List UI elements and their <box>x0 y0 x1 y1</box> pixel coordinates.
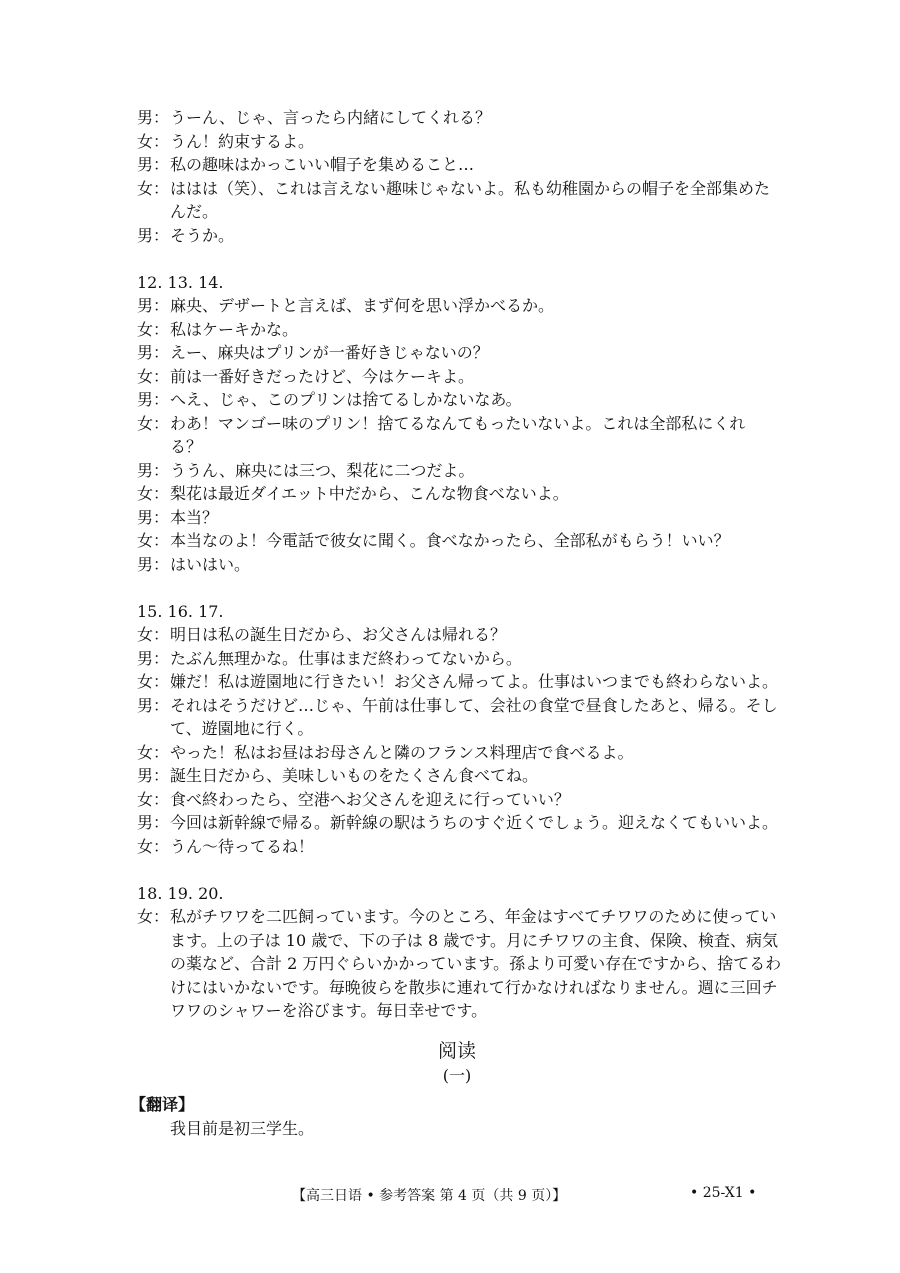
dialogue-line <box>137 529 777 553</box>
translation-tag: 【翻译】 <box>130 1094 195 1114</box>
speaker-label: 女： <box>137 625 170 644</box>
speaker-label: 男： <box>137 554 170 574</box>
footer-code: • 25-X1 • <box>690 1185 757 1201</box>
section-heading: 12. 13. 14. <box>137 272 224 292</box>
dialogue-text: ううん、麻央には三つ、梨花に二つだよ。 <box>170 460 475 480</box>
speaker-label: 女： <box>137 131 170 151</box>
speaker-label: 女： <box>137 789 170 809</box>
speaker-label: 女： <box>137 672 170 691</box>
dialogue-text: えー、麻央はプリンが一番好きじゃないの？ <box>170 343 489 362</box>
dialogue-text: たぶん無理かな。仕事はまだ終わってないから。 <box>170 648 522 668</box>
dialogue-continuation: ワワのシャワーを浴びます。毎日幸せです。 <box>170 1001 488 1020</box>
dialogue-text: 麻央、デザートと言えば、まず何を思い浮かべるか。 <box>170 296 555 315</box>
dialogue-continuation: の薬など、合計 2 万円ぐらいかかっています。孫より可愛い存在ですから、捨てるわ <box>170 954 782 973</box>
dialogue-line <box>137 670 777 694</box>
footer-page-info: 【高三日语 • 参考答案 第 4 页（共 9 页）】 <box>292 1188 567 1204</box>
dialogue-text: 誕生日だから、美味しいものをたくさん食べてね。 <box>170 766 539 785</box>
dialogue-text: 私の趣味はかっこいい帽子を集めること… <box>170 155 475 174</box>
speaker-label: 男： <box>137 155 170 174</box>
dialogue-line <box>137 412 777 436</box>
dialogue-text: へえ、じゃ、このプリンは捨てるしかないなあ。 <box>170 390 522 409</box>
speaker-label: 女： <box>137 178 170 198</box>
dialogue-section <box>137 600 777 859</box>
speaker-label: 女： <box>137 742 170 762</box>
dialogue-line <box>137 318 777 342</box>
speaker-label: 女： <box>137 413 170 433</box>
question-sections <box>137 271 782 1023</box>
dialogue-text: それはそうだけど…じゃ、午前は仕事して、会社の食堂で昼食したあと、帰る。そし <box>170 695 778 715</box>
reading-subtitle: (一) <box>442 1065 472 1085</box>
dialogue-text: うん～待ってるね！ <box>170 836 315 856</box>
dialogue-section <box>137 271 777 577</box>
dialogue-line <box>137 388 777 412</box>
speaker-label: 女： <box>137 319 170 339</box>
dialogue-text: 前は一番好きだったけど、今はケーキよ。 <box>170 366 475 386</box>
dialogue-line <box>137 835 777 859</box>
dialogue-text: 私はケーキかな。 <box>170 319 299 339</box>
dialogue-text: 食べ終わったら、空港へお父さんを迎えに行っていい？ <box>170 789 570 809</box>
speaker-label: 男： <box>137 813 170 832</box>
dialogue-line <box>137 553 777 577</box>
dialogue-line <box>137 764 777 788</box>
speaker-label: 女： <box>137 484 170 503</box>
speaker-label: 男： <box>137 390 170 409</box>
intro-dialogue <box>137 106 777 247</box>
section-heading: 15. 16. 17. <box>137 601 224 621</box>
dialogue-continuation: て、遊園地に行く。 <box>170 719 314 738</box>
section-heading: 18. 19. 20. <box>137 883 224 903</box>
dialogue-line <box>137 788 777 812</box>
dialogue-line <box>137 459 777 483</box>
dialogue-line <box>137 294 777 318</box>
dialogue-text: 梨花は最近ダイエット中だから、こんな物食べないよ。 <box>170 484 569 503</box>
dialogue-line <box>137 365 777 389</box>
dialogue-line <box>137 106 777 130</box>
speaker-label: 男： <box>137 108 170 127</box>
speaker-label: 男： <box>137 648 170 668</box>
dialogue-line <box>137 341 777 365</box>
dialogue-continuation: けにはいかないです。毎晩彼らを散歩に連れて行かなければなりません。週に三回チ <box>170 977 778 997</box>
speaker-label: 男： <box>137 225 170 245</box>
dialogue-line <box>137 177 777 201</box>
dialogue-line <box>137 647 777 671</box>
dialogue-text: はいはい。 <box>170 554 251 574</box>
dialogue-text: 明日は私の誕生日だから、お父さんは帰れる？ <box>170 625 507 644</box>
speaker-label: 男： <box>137 766 170 785</box>
dialogue-line <box>137 153 777 177</box>
dialogue-continuation: る？ <box>170 437 203 456</box>
dialogue-text: 本当なのよ！今電話で彼女に聞く。食べなかったら、全部私がもらう！いい？ <box>170 531 730 550</box>
speaker-label: 男： <box>137 460 170 480</box>
dialogue-text: 今回は新幹線で帰る。新幹線の駅はうちのすぐ近くでしょう。迎えなくてもいいよ。 <box>170 813 779 832</box>
dialogue-continuation: ます。上の子は 10 歳で、下の子は 8 歳です。月にチワワの主食、保険、検査、病気 <box>170 930 779 950</box>
dialogue-text: やった！私はお昼はお母さんと隣のフランス料理店で食べるよ。 <box>170 742 634 762</box>
reading-section <box>130 1037 777 1141</box>
dialogue-line <box>137 482 777 506</box>
translation-paragraph: 我目前是初三学生。 <box>170 1118 315 1138</box>
dialogue-line <box>137 811 777 835</box>
dialogue-section <box>137 882 782 1023</box>
speaker-label: 女： <box>137 366 170 386</box>
speaker-label: 男： <box>137 296 170 315</box>
dialogue-continuation: んだ。 <box>170 202 219 221</box>
dialogue-line <box>137 694 777 718</box>
reading-title: 阅读 <box>437 1039 476 1062</box>
dialogue-text: 本当？ <box>170 507 219 527</box>
dialogue-text: そうか。 <box>170 225 235 245</box>
dialogue-line <box>137 224 777 248</box>
dialogue-text: 嫌だ！私は遊園地に行きたい！お父さん帰ってよ。仕事はいつまでも終わらないよ。 <box>170 672 779 691</box>
dialogue-line <box>137 623 777 647</box>
dialogue-text: うん！約束するよ。 <box>170 131 315 151</box>
speaker-label: 男： <box>137 507 170 527</box>
dialogue-line <box>137 506 777 530</box>
dialogue-text: わあ！マンゴー味のプリン！捨てるなんてもったいないよ。これは全部私にくれ <box>170 413 746 433</box>
speaker-label: 女： <box>137 531 170 550</box>
dialogue-text: ははは（笑）、これは言えない趣味じゃないよ。私も幼稚園からの帽子を全部集めた <box>170 178 771 198</box>
dialogue-text: 私がチワワを二匹飼っています。今のところ、年金はすべてチワワのために使ってい <box>170 907 777 926</box>
dialogue-line <box>137 905 777 929</box>
dialogue-text: うーん、じゃ、言ったら内緒にしてくれる？ <box>170 108 491 127</box>
speaker-label: 男： <box>137 343 170 362</box>
speaker-label: 女： <box>137 836 170 856</box>
dialogue-line <box>137 130 777 154</box>
dialogue-line <box>137 741 777 765</box>
dialogue-content <box>130 106 782 1141</box>
speaker-label: 女： <box>137 907 170 926</box>
speaker-label: 男： <box>137 695 170 715</box>
